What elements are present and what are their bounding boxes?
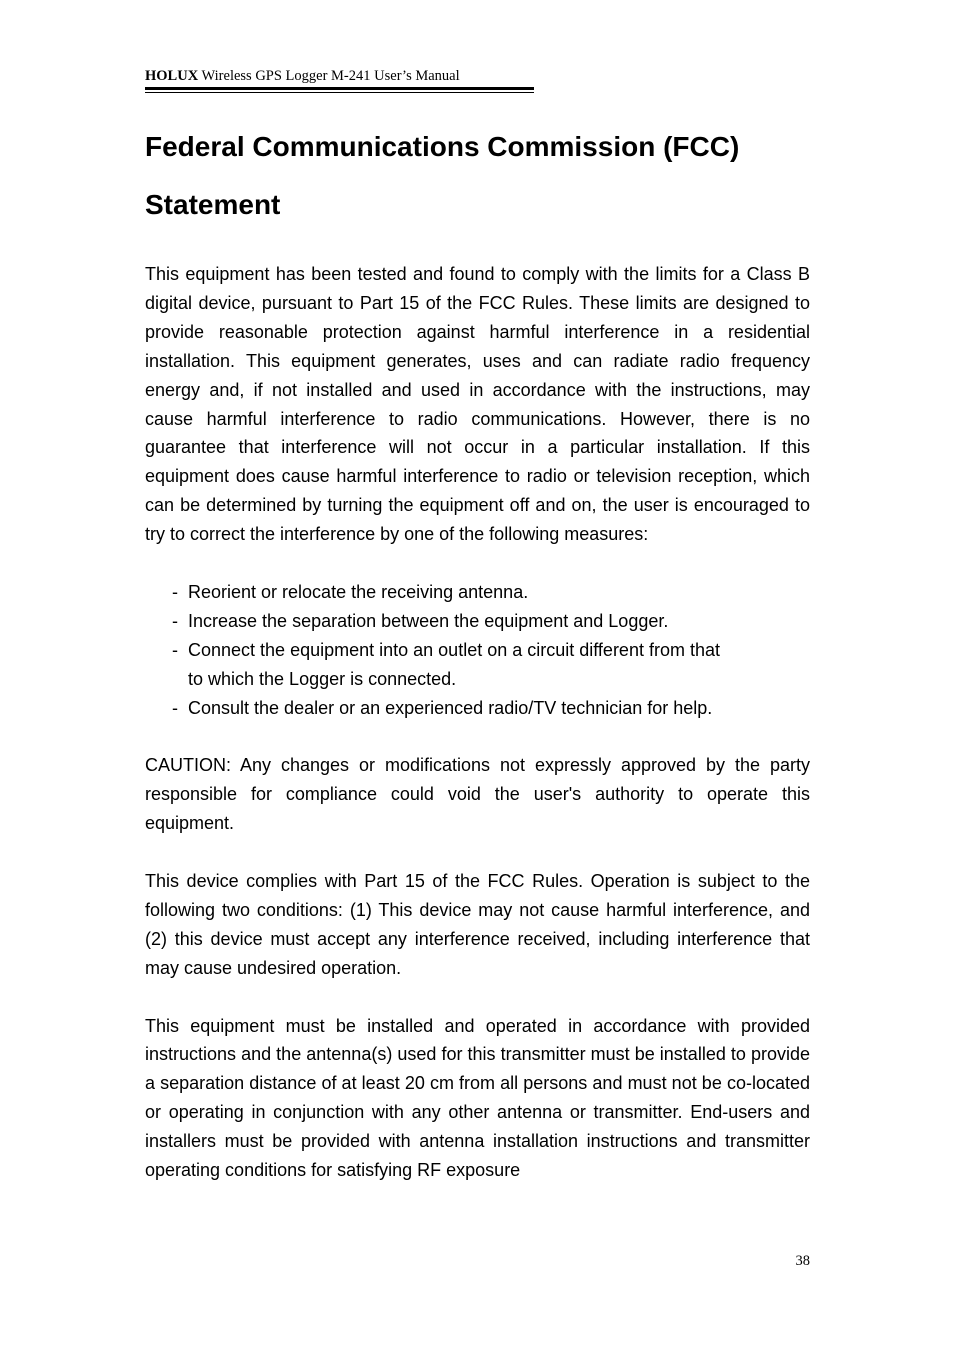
header-rule-thick <box>145 87 534 90</box>
list-item <box>145 578 810 607</box>
rf-exposure-paragraph: This equipment must be installed and operated in accordance with provided instructions and the antenna(s) used for this transmitter must be installed to provide a separation distance of at least 20 cm from all persons and must not be co-located or operating in conjunction with any other antenna or transmitter. End-users and installers must be provided with antenna installation instructions and transmitter operating conditions for satisfying RF exposure <box>145 1015 810 1181</box>
list-bullet-dash: - <box>172 610 178 631</box>
body-content <box>145 260 810 1185</box>
measure-text-continuation: to which the Logger is connected. <box>188 668 457 689</box>
page-title-line-2: Statement <box>145 189 281 220</box>
header-rule-thin <box>145 92 534 93</box>
list-bullet-dash: - <box>172 697 178 718</box>
header-brand: HOLUX <box>145 68 199 84</box>
list-bullet-dash: - <box>172 639 178 660</box>
list-item <box>145 636 810 694</box>
intro-paragraph: This equipment has been tested and found to comply with the limits for a Class B digital device, pursuant to Part 15 of the FCC Rules. These limits are designed to provide reasonable protection against harmful interference in a residential installation. This equipment generates, uses and can radiate radio frequency energy and, if not installed and used in accordance with the instructions, may cause harmful interference to radio communications. However, there is no guarantee that interference will not occur in a particular installation. If this equipment does cause harmful interference to radio or television reception, which can be determined by turning the equipment off and on, the user is encouraged to try to correct the interference by one of the following measures: <box>145 264 810 545</box>
list-bullet-dash: - <box>172 581 178 602</box>
measure-text: Consult the dealer or an experienced radio/TV technician for help. <box>188 697 713 718</box>
list-item <box>145 607 810 636</box>
measure-text: Reorient or relocate the receiving antenna. <box>188 581 529 602</box>
list-item <box>145 694 810 723</box>
measures-list <box>145 578 810 723</box>
header-title: Wireless GPS Logger M-241 User’s Manual <box>201 68 460 84</box>
measure-text: Connect the equipment into an outlet on a circuit different from that <box>188 639 720 660</box>
measure-text: Increase the separation between the equipment and Logger. <box>188 610 669 631</box>
running-header <box>145 66 534 86</box>
caution-paragraph: CAUTION: Any changes or modifications not expressly approved by the party responsible for compliance could void the user's authority to operate this equipment. <box>145 755 810 834</box>
part15-paragraph: This device complies with Part 15 of the FCC Rules. Operation is subject to the following two conditions: (1) This device may not cause harmful interference, and (2) this device must accept any interference received, including interference that may cause undesired operation. <box>145 870 810 978</box>
page-number: 38 <box>795 1253 810 1269</box>
page-title-line-1: Federal Communications Commission (FCC) <box>145 131 740 162</box>
page-title <box>145 118 825 234</box>
